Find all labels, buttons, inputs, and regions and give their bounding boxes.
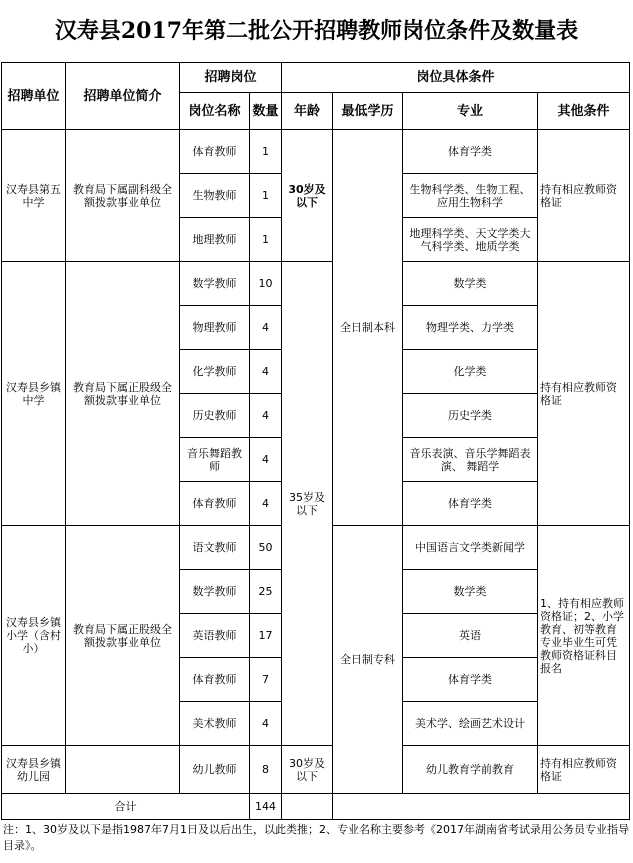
age-cell: 30岁及以下 [282, 746, 333, 794]
education-cell: 全日制专科 [333, 526, 403, 794]
qty-cell: 7 [250, 658, 282, 702]
major-cell: 英语 [403, 614, 538, 658]
post-cell: 英语教师 [180, 614, 250, 658]
post-cell: 数学教师 [180, 262, 250, 306]
qty-cell: 10 [250, 262, 282, 306]
other-cell: 持有相应教师资格证 [538, 746, 630, 794]
age-cell: 35岁及以下 [282, 262, 333, 746]
post-cell: 化学教师 [180, 350, 250, 394]
post-cell: 语文教师 [180, 526, 250, 570]
header-education: 最低学历 [333, 93, 403, 130]
qty-cell: 8 [250, 746, 282, 794]
recruitment-table [1, 62, 630, 820]
header-unit: 招聘单位 [2, 63, 66, 130]
post-cell: 物理教师 [180, 306, 250, 350]
qty-cell: 1 [250, 130, 282, 174]
post-cell: 地理教师 [180, 218, 250, 262]
post-cell: 体育教师 [180, 130, 250, 174]
qty-cell: 25 [250, 570, 282, 614]
intro-cell [66, 746, 180, 794]
header-row-1 [2, 63, 630, 93]
education-cell: 全日制本科 [333, 130, 403, 526]
qty-cell: 4 [250, 394, 282, 438]
post-cell: 美术教师 [180, 702, 250, 746]
major-cell: 体育学类 [403, 130, 538, 174]
post-cell: 历史教师 [180, 394, 250, 438]
header-other: 其他条件 [538, 93, 630, 130]
intro-cell: 教育局下属正股级全额拨款事业单位 [66, 262, 180, 526]
qty-cell: 1 [250, 174, 282, 218]
intro-cell: 教育局下属正股级全额拨款事业单位 [66, 526, 180, 746]
major-cell: 幼儿教育学前教育 [403, 746, 538, 794]
major-cell: 化学类 [403, 350, 538, 394]
post-cell: 数学教师 [180, 570, 250, 614]
major-cell: 体育学类 [403, 482, 538, 526]
header-intro: 招聘单位简介 [66, 63, 180, 130]
header-post-name: 岗位名称 [180, 93, 250, 130]
header-conditions-group: 岗位具体条件 [282, 63, 630, 93]
major-cell: 历史学类 [403, 394, 538, 438]
major-cell: 中国语言文学类新闻学 [403, 526, 538, 570]
unit-cell: 汉寿县第五中学 [2, 130, 66, 262]
total-row [2, 794, 630, 820]
other-cell: 持有相应教师资格证 [538, 130, 630, 262]
table-row [2, 746, 630, 794]
qty-cell: 4 [250, 350, 282, 394]
header-major: 专业 [403, 93, 538, 130]
total-empty-cell [282, 794, 333, 820]
major-cell: 生物科学类、生物工程、应用生物科学 [403, 174, 538, 218]
major-cell: 体育学类 [403, 658, 538, 702]
qty-cell: 17 [250, 614, 282, 658]
header-age: 年龄 [282, 93, 333, 130]
major-cell: 物理学类、力学类 [403, 306, 538, 350]
footnote: 注：1、30岁及以下是指1987年7月1日及以后出生，以此类推；2、专业名称主要参考《2017年湖南省考试录用公务员专业指导目录》。 [3, 823, 629, 852]
total-value: 144 [250, 794, 282, 820]
major-cell: 美术学、绘画艺术设计 [403, 702, 538, 746]
header-quantity: 数量 [250, 93, 282, 130]
unit-cell: 汉寿县乡镇中学 [2, 262, 66, 526]
major-cell: 数学类 [403, 570, 538, 614]
unit-cell: 汉寿县乡镇幼儿园 [2, 746, 66, 794]
table-row [2, 130, 630, 174]
post-cell: 体育教师 [180, 658, 250, 702]
unit-cell: 汉寿县乡镇小学（含村小） [2, 526, 66, 746]
post-cell: 生物教师 [180, 174, 250, 218]
qty-cell: 50 [250, 526, 282, 570]
other-cell: 持有相应教师资格证 [538, 262, 630, 526]
header-post-group: 招聘岗位 [180, 63, 282, 93]
qty-cell: 4 [250, 482, 282, 526]
major-cell: 地理科学类、天文学类大气科学类、地质学类 [403, 218, 538, 262]
qty-cell: 4 [250, 438, 282, 482]
total-label: 合计 [2, 794, 250, 820]
intro-cell: 教育局下属副科级全额拨款事业单位 [66, 130, 180, 262]
post-cell: 音乐舞蹈教师 [180, 438, 250, 482]
document-title: 汉寿县2017年第二批公开招聘教师岗位条件及数量表 [54, 18, 579, 44]
table-row [2, 262, 630, 306]
post-cell: 体育教师 [180, 482, 250, 526]
age-cell: 30岁及以下 [282, 130, 333, 262]
post-cell: 幼儿教师 [180, 746, 250, 794]
qty-cell: 1 [250, 218, 282, 262]
major-cell: 数学类 [403, 262, 538, 306]
total-empty-cell [333, 794, 630, 820]
qty-cell: 4 [250, 702, 282, 746]
major-cell: 音乐表演、音乐学舞蹈表演、 舞蹈学 [403, 438, 538, 482]
qty-cell: 4 [250, 306, 282, 350]
other-cell: 1、持有相应教师资格证；2、小学教育、初等教育专业毕业生可凭教师资格证科目报名 [538, 526, 630, 746]
